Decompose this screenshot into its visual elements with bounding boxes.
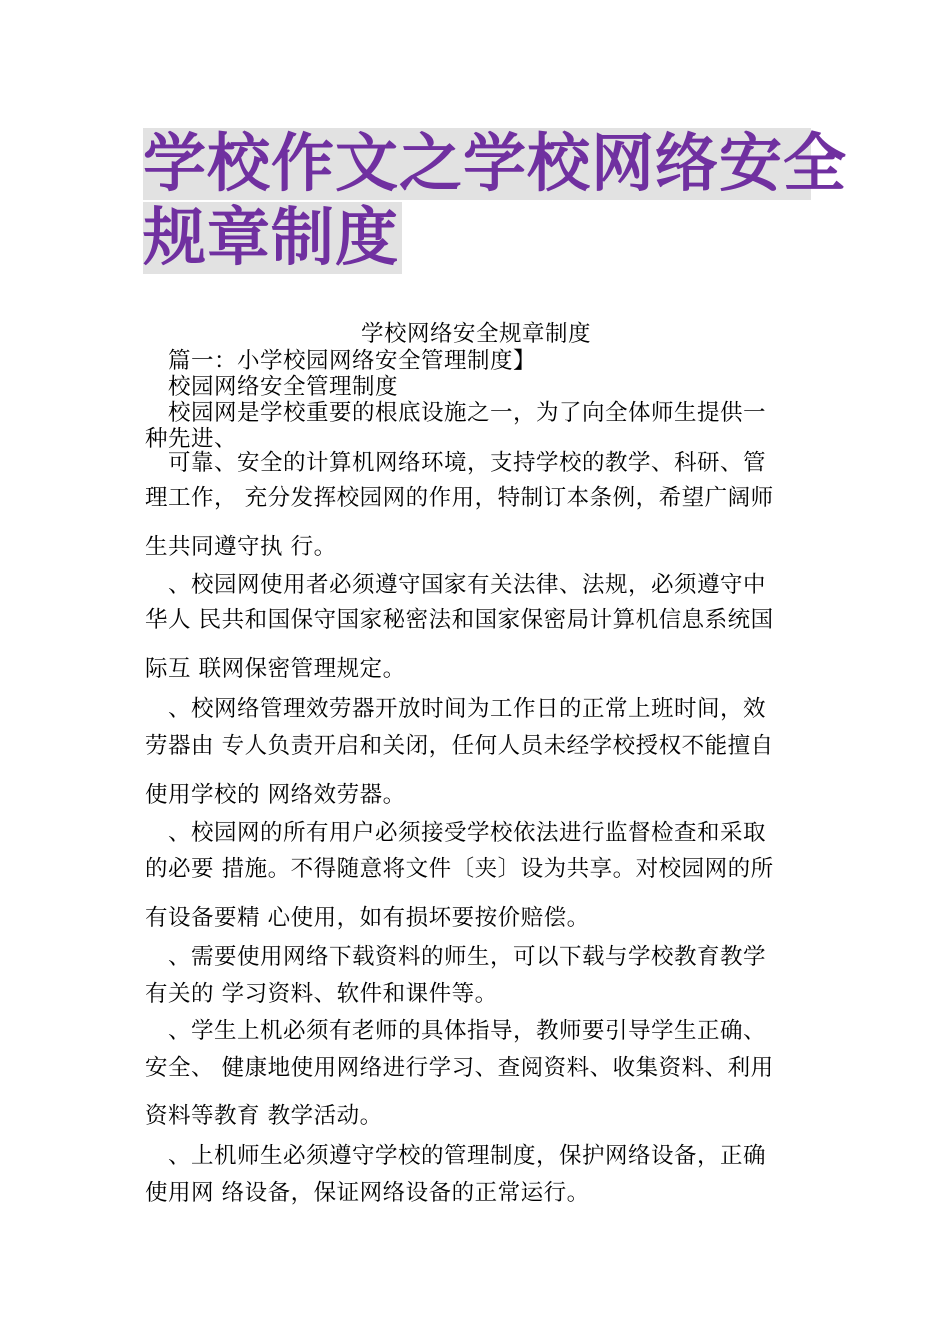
paragraph-line: 可靠、安全的计算机网络环境，支持学校的教学、科研、管: [145, 450, 767, 476]
section-heading: 篇一：小学校园网络安全管理制度】: [168, 348, 537, 374]
doc-heading: 学校网络安全规章制度: [360, 321, 591, 347]
paragraph-line: 、需要使用网络下载资料的师生，可以下载与学校教育教学: [145, 944, 767, 970]
paragraph-line: 使用学校的 网络效劳器。: [145, 782, 406, 808]
title-line-2: 规章制度: [143, 202, 402, 274]
paragraph-line: 华人 民共和国保守国家秘密法和国家保密局计算机信息系统国: [145, 607, 774, 633]
title-line-1: 学校作文之学校网络安全: [143, 127, 847, 200]
paragraph-line: 种先进、: [145, 426, 238, 452]
paragraph-line: 安全、 健康地使用网络进行学习、查阅资料、收集资料、利用: [145, 1055, 774, 1081]
paragraph-line: 劳器由 专人负责开启和关闭，任何人员未经学校授权不能擅自: [145, 733, 774, 759]
paragraph-line: 际互 联网保密管理规定。: [145, 656, 406, 682]
paragraph-line: 、校园网使用者必须遵守国家有关法律、法规，必须遵守中: [145, 572, 767, 598]
paragraph-line: 校园网是学校重要的根底设施之一，为了向全体师生提供一: [145, 400, 767, 426]
paragraph-line: 的必要 措施。不得随意将文件〔夹〕设为共享。对校园网的所: [145, 856, 774, 882]
paragraph-line: 、校园网的所有用户必须接受学校依法进行监督检查和采取: [145, 820, 767, 846]
paragraph-line: 有关的 学习资料、软件和课件等。: [145, 981, 498, 1007]
paragraph-line: 生共同遵守执 行。: [145, 534, 337, 560]
paragraph-line: 、学生上机必须有老师的具体指导，教师要引导学生正确、: [145, 1018, 767, 1044]
paragraph-line: 理工作， 充分发挥校园网的作用，特制订本条例，希望广阔师: [145, 485, 774, 511]
sub-heading: 校园网络安全管理制度: [168, 374, 399, 400]
paragraph-line: 使用网 络设备，保证网络设备的正常运行。: [145, 1180, 590, 1206]
paragraph-line: 、校网络管理效劳器开放时间为工作日的正常上班时间，效: [145, 696, 767, 722]
paragraph-line: 资料等教育 教学活动。: [145, 1103, 383, 1129]
paragraph-line: 有设备要精 心使用，如有损坏要按价赔偿。: [145, 905, 590, 931]
paragraph-line: 、上机师生必须遵守学校的管理制度，保护网络设备，正确: [145, 1143, 767, 1169]
